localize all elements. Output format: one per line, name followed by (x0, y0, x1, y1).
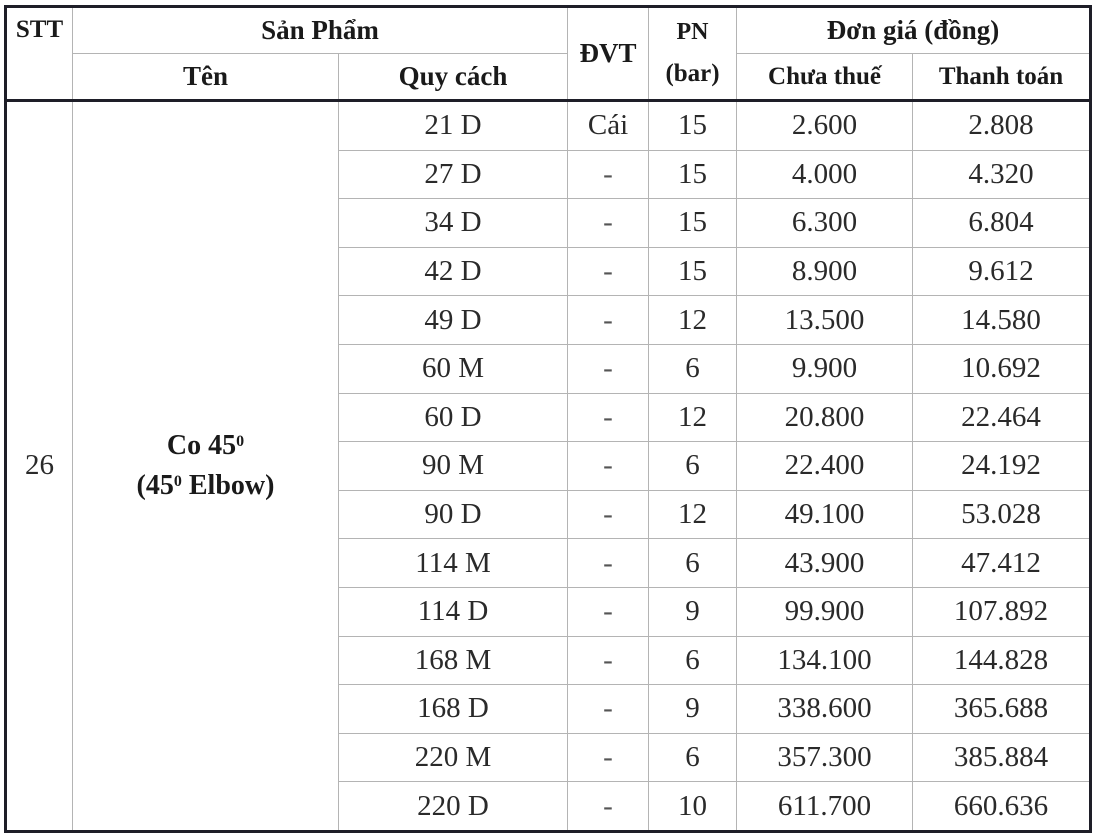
cell-quy-cach: 220 D (339, 782, 568, 832)
cell-product-name (73, 101, 339, 832)
cell-pn: 15 (649, 247, 737, 296)
cell-chua-thue: 43.900 (737, 539, 913, 588)
cell-thanh-toan: 22.464 (913, 393, 1091, 442)
table-body (6, 101, 1091, 832)
cell-pn: 9 (649, 587, 737, 636)
cell-dvt: Cái (568, 101, 649, 151)
cell-pn: 15 (649, 150, 737, 199)
cell-chua-thue: 357.300 (737, 733, 913, 782)
header-pn (649, 7, 737, 101)
cell-thanh-toan: 2.808 (913, 101, 1091, 151)
cell-thanh-toan: 24.192 (913, 442, 1091, 491)
cell-thanh-toan: 6.804 (913, 199, 1091, 248)
cell-chua-thue: 49.100 (737, 490, 913, 539)
cell-quy-cach: 60 D (339, 393, 568, 442)
header-ten: Tên (73, 54, 339, 101)
cell-chua-thue: 13.500 (737, 296, 913, 345)
cell-pn: 10 (649, 782, 737, 832)
cell-quy-cach: 21 D (339, 101, 568, 151)
cell-pn: 15 (649, 199, 737, 248)
cell-thanh-toan: 10.692 (913, 344, 1091, 393)
cell-chua-thue: 99.900 (737, 587, 913, 636)
cell-thanh-toan: 4.320 (913, 150, 1091, 199)
header-dvt: ĐVT (568, 7, 649, 101)
table-header (6, 7, 1091, 101)
header-chua-thue: Chưa thuế (737, 54, 913, 101)
cell-chua-thue: 6.300 (737, 199, 913, 248)
cell-quy-cach: 168 D (339, 685, 568, 734)
cell-dvt: - (568, 247, 649, 296)
cell-dvt: - (568, 539, 649, 588)
table-row (6, 101, 1091, 151)
cell-thanh-toan: 53.028 (913, 490, 1091, 539)
cell-chua-thue: 611.700 (737, 782, 913, 832)
cell-chua-thue: 2.600 (737, 101, 913, 151)
header-stt: STT (6, 7, 73, 101)
cell-pn: 6 (649, 344, 737, 393)
cell-pn: 12 (649, 296, 737, 345)
cell-quy-cach: 42 D (339, 247, 568, 296)
header-pn-label: PN (676, 18, 709, 45)
cell-quy-cach: 90 D (339, 490, 568, 539)
cell-thanh-toan: 660.636 (913, 782, 1091, 832)
cell-dvt: - (568, 782, 649, 832)
cell-dvt: - (568, 150, 649, 199)
cell-quy-cach: 90 M (339, 442, 568, 491)
cell-dvt: - (568, 587, 649, 636)
cell-chua-thue: 22.400 (737, 442, 913, 491)
cell-chua-thue: 9.900 (737, 344, 913, 393)
cell-quy-cach: 114 M (339, 539, 568, 588)
cell-pn: 9 (649, 685, 737, 734)
cell-quy-cach: 114 D (339, 587, 568, 636)
header-don-gia: Đơn giá (đồng) (737, 7, 1091, 54)
cell-thanh-toan: 365.688 (913, 685, 1091, 734)
price-table (4, 5, 1092, 833)
cell-pn: 6 (649, 539, 737, 588)
cell-quy-cach: 60 M (339, 344, 568, 393)
cell-thanh-toan: 107.892 (913, 587, 1091, 636)
cell-dvt: - (568, 199, 649, 248)
product-name-line1 (73, 426, 338, 466)
cell-pn: 6 (649, 636, 737, 685)
product-name-en-suffix: Elbow) (181, 469, 275, 501)
degree-superscript: 0 (173, 472, 182, 490)
product-name-text: Co 45 (166, 429, 237, 461)
cell-quy-cach: 49 D (339, 296, 568, 345)
cell-dvt: - (568, 393, 649, 442)
cell-quy-cach: 168 M (339, 636, 568, 685)
header-pn-unit: (bar) (665, 59, 720, 87)
cell-thanh-toan: 9.612 (913, 247, 1091, 296)
cell-dvt: - (568, 442, 649, 491)
cell-dvt: - (568, 344, 649, 393)
cell-thanh-toan: 385.884 (913, 733, 1091, 782)
cell-chua-thue: 4.000 (737, 150, 913, 199)
cell-pn: 12 (649, 490, 737, 539)
cell-pn: 15 (649, 101, 737, 151)
cell-dvt: - (568, 685, 649, 734)
cell-pn: 6 (649, 442, 737, 491)
cell-thanh-toan: 47.412 (913, 539, 1091, 588)
degree-superscript: 0 (236, 432, 245, 450)
cell-quy-cach: 220 M (339, 733, 568, 782)
cell-quy-cach: 27 D (339, 150, 568, 199)
cell-thanh-toan: 144.828 (913, 636, 1091, 685)
cell-dvt: - (568, 733, 649, 782)
cell-stt: 26 (6, 101, 73, 832)
cell-dvt: - (568, 636, 649, 685)
cell-dvt: - (568, 490, 649, 539)
cell-chua-thue: 134.100 (737, 636, 913, 685)
cell-dvt: - (568, 296, 649, 345)
cell-chua-thue: 338.600 (737, 685, 913, 734)
product-name-en-prefix: (45 (136, 469, 174, 501)
cell-quy-cach: 34 D (339, 199, 568, 248)
header-san-pham: Sản Phẩm (73, 7, 568, 54)
cell-chua-thue: 20.800 (737, 393, 913, 442)
cell-pn: 12 (649, 393, 737, 442)
header-quy-cach: Quy cách (339, 54, 568, 101)
cell-pn: 6 (649, 733, 737, 782)
cell-chua-thue: 8.900 (737, 247, 913, 296)
product-name-line2 (73, 466, 338, 506)
header-thanh-toan: Thanh toán (913, 54, 1091, 101)
cell-thanh-toan: 14.580 (913, 296, 1091, 345)
